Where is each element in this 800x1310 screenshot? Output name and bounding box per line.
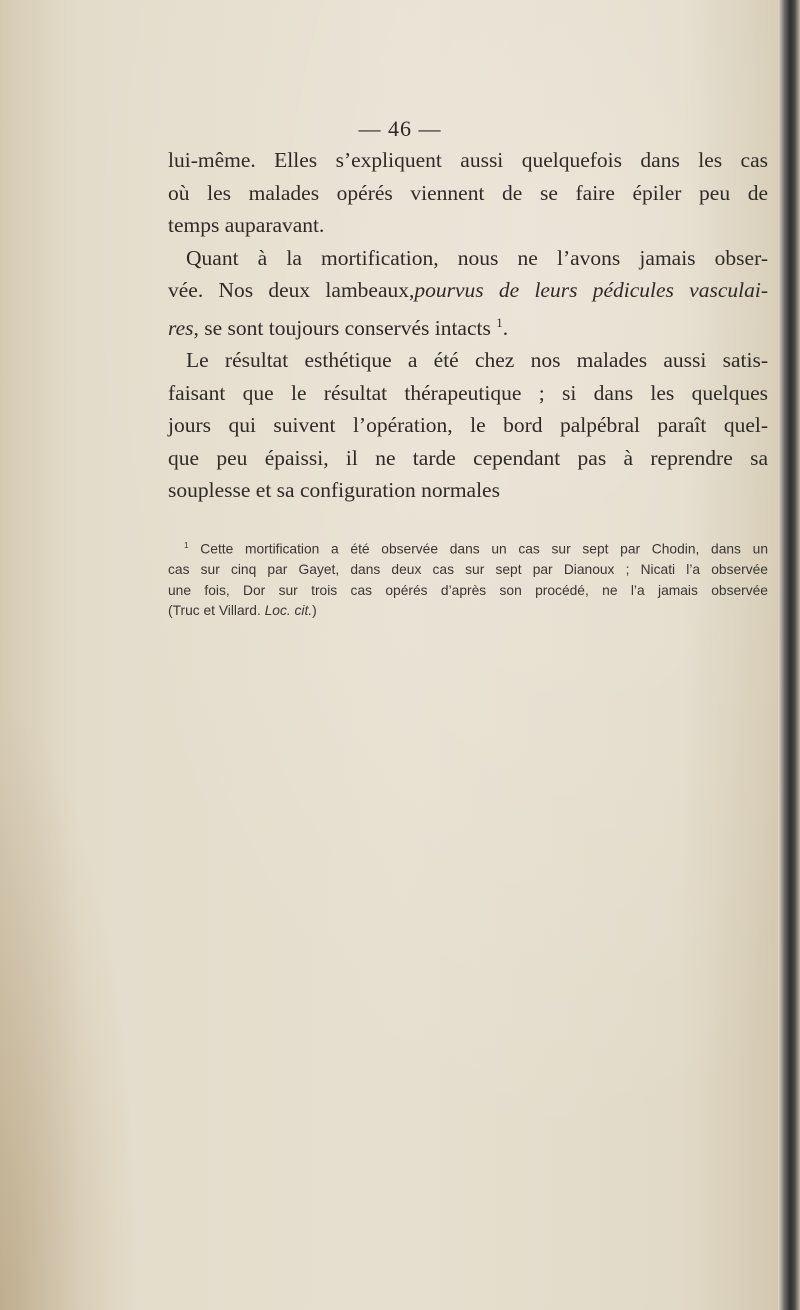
- footnote-line: une fois, Dor sur trois cas opérés d’après son procédé, ne l’a jamais observée: [168, 582, 768, 598]
- footnote-line: cas sur cinq par Gayet, dans deux cas sur sept par Dianoux ; Nicati l’a observée: [168, 562, 768, 578]
- footnote-marker: 1: [184, 541, 189, 550]
- page-number-header: — 46 —: [358, 116, 442, 141]
- footnote: [168, 536, 768, 622]
- text-line: lui-même. Elles s’expliquent aussi quelquefois dans les cas: [168, 148, 768, 172]
- text-line: [168, 274, 768, 307]
- page-binding-edge: [778, 0, 800, 1310]
- footnote-segment: (Truc et Villard.: [168, 603, 265, 619]
- footnote-line: [168, 536, 768, 560]
- footnote-segment: ): [312, 603, 317, 619]
- footnote-reference: 1: [496, 315, 503, 330]
- main-text: [168, 144, 768, 507]
- italic-phrase: pourvus de leurs pédicules vasculai-: [414, 278, 768, 302]
- text-line: que peu épaissi, il ne tarde cependant pas à reprendre sa: [168, 445, 768, 470]
- footnote-line: [168, 601, 768, 622]
- footnote-segment: Cette mortification a été observée dans un cas sur sept par Chodin, dans un: [188, 541, 768, 557]
- text-line: souplesse et sa configuration normales: [168, 478, 500, 503]
- page-stain: [0, 700, 140, 1310]
- text-segment: vée. Nos deux lambeaux,: [168, 278, 415, 302]
- text-line: Le résultat esthétique a été chez nos malades aussi satis-: [186, 348, 768, 373]
- text-line: où les malades opérés viennent de se faire épiler peu de: [168, 180, 768, 205]
- italic-phrase: res: [168, 315, 194, 340]
- text-segment: , se sont toujours conservés intacts: [193, 315, 491, 340]
- text-line: Quant à la mortification, nous ne l’avons jamais obser-: [186, 245, 768, 270]
- text-line: jours qui suivent l’opération, le bord palpébral paraît quel-: [168, 413, 768, 438]
- text-segment: .: [502, 315, 509, 340]
- text-line: temps auparavant.: [168, 213, 325, 237]
- footnote-citation: Loc. cit.: [264, 603, 313, 619]
- text-line: [168, 307, 768, 345]
- text-line: faisant que le résultat thérapeutique ; si dans les quelques: [168, 380, 768, 405]
